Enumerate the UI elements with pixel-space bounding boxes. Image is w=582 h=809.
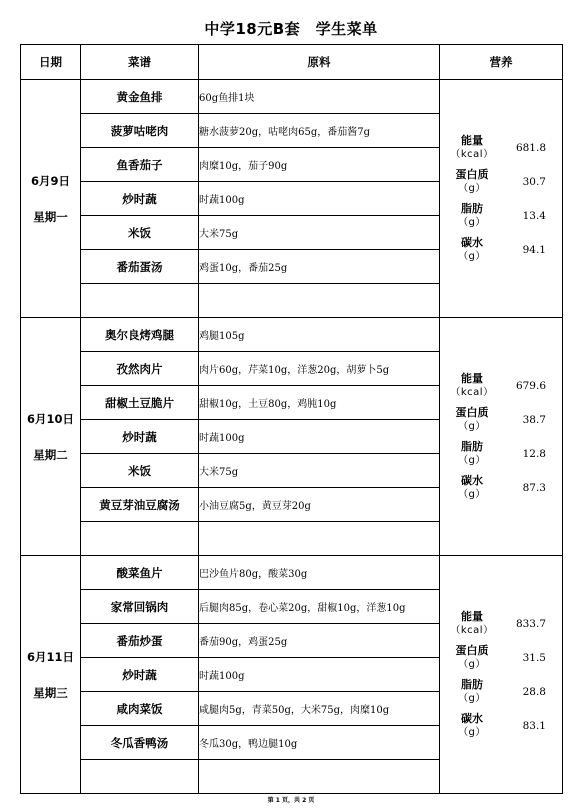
nutrition-label [440,712,504,740]
nutrition-row [440,709,562,743]
dish-name: 米饭 [81,216,199,250]
nutrition-label [440,372,504,400]
menu-table [20,44,563,794]
table-row [21,556,563,590]
day-date-cell [21,80,81,318]
header-ingredients: 原料 [199,45,440,80]
nutrition-value: 31.5 [522,651,546,664]
dish-name [81,760,199,794]
dish-ingredients: 鸡腿105g [199,318,440,352]
dish-name: 酸菜鱼片 [81,556,199,590]
nutrition-label [440,236,504,264]
dish-ingredients: 大米75g [199,216,440,250]
header-dish: 菜谱 [81,45,199,80]
dish-name: 黄金鱼排 [81,80,199,114]
nutrition-unit: （g） [458,692,486,704]
header-date: 日期 [21,45,81,80]
nutrition-name: 蛋白质 [455,643,489,657]
nutrition-row [440,437,562,471]
dish-ingredients: 时蔬100g [199,182,440,216]
nutrition-name: 能量 [461,133,483,147]
nutrition-unit: （g） [458,658,486,670]
nutrition-unit: （kcal） [450,386,494,398]
nutrition-name: 脂肪 [461,439,483,453]
dish-name: 番茄炒蛋 [81,624,199,658]
dish-ingredients: 冬瓜30g，鸭边腿10g [199,726,440,760]
day-date-cell [21,556,81,794]
dish-ingredients: 时蔬100g [199,658,440,692]
nutrition-unit: （g） [458,216,486,228]
dish-name: 番茄蛋汤 [81,250,199,284]
nutrition-label [440,610,504,638]
table-row [21,80,563,114]
dish-name: 家常回锅肉 [81,590,199,624]
nutrition-name: 碳水 [461,235,483,249]
nutrition-name: 碳水 [461,711,483,725]
dish-ingredients: 咸腿肉5g，青菜50g，大米75g，肉糜10g [199,692,440,726]
dish-name: 炒时蔬 [81,658,199,692]
nutrition-name: 蛋白质 [455,405,489,419]
dish-ingredients: 时蔬100g [199,420,440,454]
nutrition-unit: （g） [458,726,486,738]
nutrition-name: 碳水 [461,473,483,487]
dish-ingredients: 巴沙鱼片80g，酸菜30g [199,556,440,590]
nutrition-cell [440,556,563,794]
nutrition-row [440,607,562,641]
nutrition-value: 94.1 [522,243,546,256]
dish-name [81,522,199,556]
dish-ingredients: 肉片60g，芹菜10g，洋葱20g，胡萝卜5g [199,352,440,386]
day-date: 6月9日 [30,173,70,188]
nutrition-row [440,403,562,437]
nutrition-cell [440,318,563,556]
nutrition-label [440,474,504,502]
nutrition-row [440,675,562,709]
nutrition-label [440,168,504,196]
nutrition-row [440,165,562,199]
dish-ingredients: 后腿肉85g，卷心菜20g，甜椒10g，洋葱10g [199,590,440,624]
day-date: 6月10日 [26,411,74,426]
dish-ingredients: 糖水菠萝20g，咕咾肉65g，番茄酱7g [199,114,440,148]
nutrition-name: 能量 [461,609,483,623]
nutrition-unit: （kcal） [450,148,494,160]
nutrition-label [440,406,504,434]
nutrition-row [440,641,562,675]
dish-name [81,284,199,318]
day-date-cell [21,318,81,556]
nutrition-name: 能量 [461,371,483,385]
dish-ingredients: 番茄90g，鸡蛋25g [199,624,440,658]
nutrition-value: 13.4 [522,209,546,222]
dish-name: 炒时蔬 [81,182,199,216]
nutrition-name: 脂肪 [461,201,483,215]
nutrition-unit: （g） [458,454,486,466]
dish-name: 黄豆芽油豆腐汤 [81,488,199,522]
day-weekday: 星期一 [33,209,68,224]
nutrition-value: 30.7 [522,175,546,188]
nutrition-unit: （g） [458,420,486,432]
nutrition-unit: （g） [458,488,486,500]
dish-name: 炒时蔬 [81,420,199,454]
dish-ingredients: 鸡蛋10g，番茄25g [199,250,440,284]
nutrition-value: 12.8 [522,447,546,460]
nutrition-value: 679.6 [515,379,546,392]
dish-name: 米饭 [81,454,199,488]
nutrition-label [440,644,504,672]
nutrition-value: 28.8 [522,685,546,698]
dish-name: 甜椒土豆脆片 [81,386,199,420]
nutrition-row [440,471,562,505]
table-row [21,318,563,352]
nutrition-cell [440,80,563,318]
nutrition-label [440,202,504,230]
nutrition-name: 蛋白质 [455,167,489,181]
dish-name: 冬瓜香鸭汤 [81,726,199,760]
nutrition-row [440,131,562,165]
dish-ingredients: 甜椒10g，土豆80g，鸡肫10g [199,386,440,420]
dish-ingredients [199,760,440,794]
dish-ingredients [199,284,440,318]
dish-name: 孜然肉片 [81,352,199,386]
dish-ingredients: 肉糜10g，茄子90g [199,148,440,182]
nutrition-row [440,369,562,403]
dish-ingredients [199,522,440,556]
nutrition-name: 脂肪 [461,677,483,691]
nutrition-unit: （kcal） [450,624,494,636]
day-weekday: 星期三 [33,685,68,700]
nutrition-unit: （g） [458,182,486,194]
page-title: 中学18元B套 学生菜单 [204,20,378,38]
nutrition-value: 38.7 [522,413,546,426]
nutrition-label [440,134,504,162]
nutrition-value: 833.7 [515,617,546,630]
nutrition-label [440,440,504,468]
nutrition-row [440,199,562,233]
nutrition-value: 87.3 [522,481,546,494]
nutrition-value: 681.8 [515,141,546,154]
nutrition-label [440,678,504,706]
dish-ingredients: 大米75g [199,454,440,488]
dish-name: 菠萝咕咾肉 [81,114,199,148]
dish-ingredients: 60g鱼排1块 [199,80,440,114]
nutrition-row [440,233,562,267]
page-footer: 第 1 页，共 2 页 [267,797,315,804]
dish-ingredients: 小油豆腐5g，黄豆芽20g [199,488,440,522]
dish-name: 奥尔良烤鸡腿 [81,318,199,352]
day-weekday: 星期二 [33,447,68,462]
header-row [21,45,563,80]
dish-name: 咸肉菜饭 [81,692,199,726]
menu-body [21,80,563,794]
dish-name: 鱼香茄子 [81,148,199,182]
header-nutrition: 营养 [440,45,563,80]
day-date: 6月11日 [26,649,74,664]
nutrition-unit: （g） [458,250,486,262]
nutrition-value: 83.1 [522,719,546,732]
